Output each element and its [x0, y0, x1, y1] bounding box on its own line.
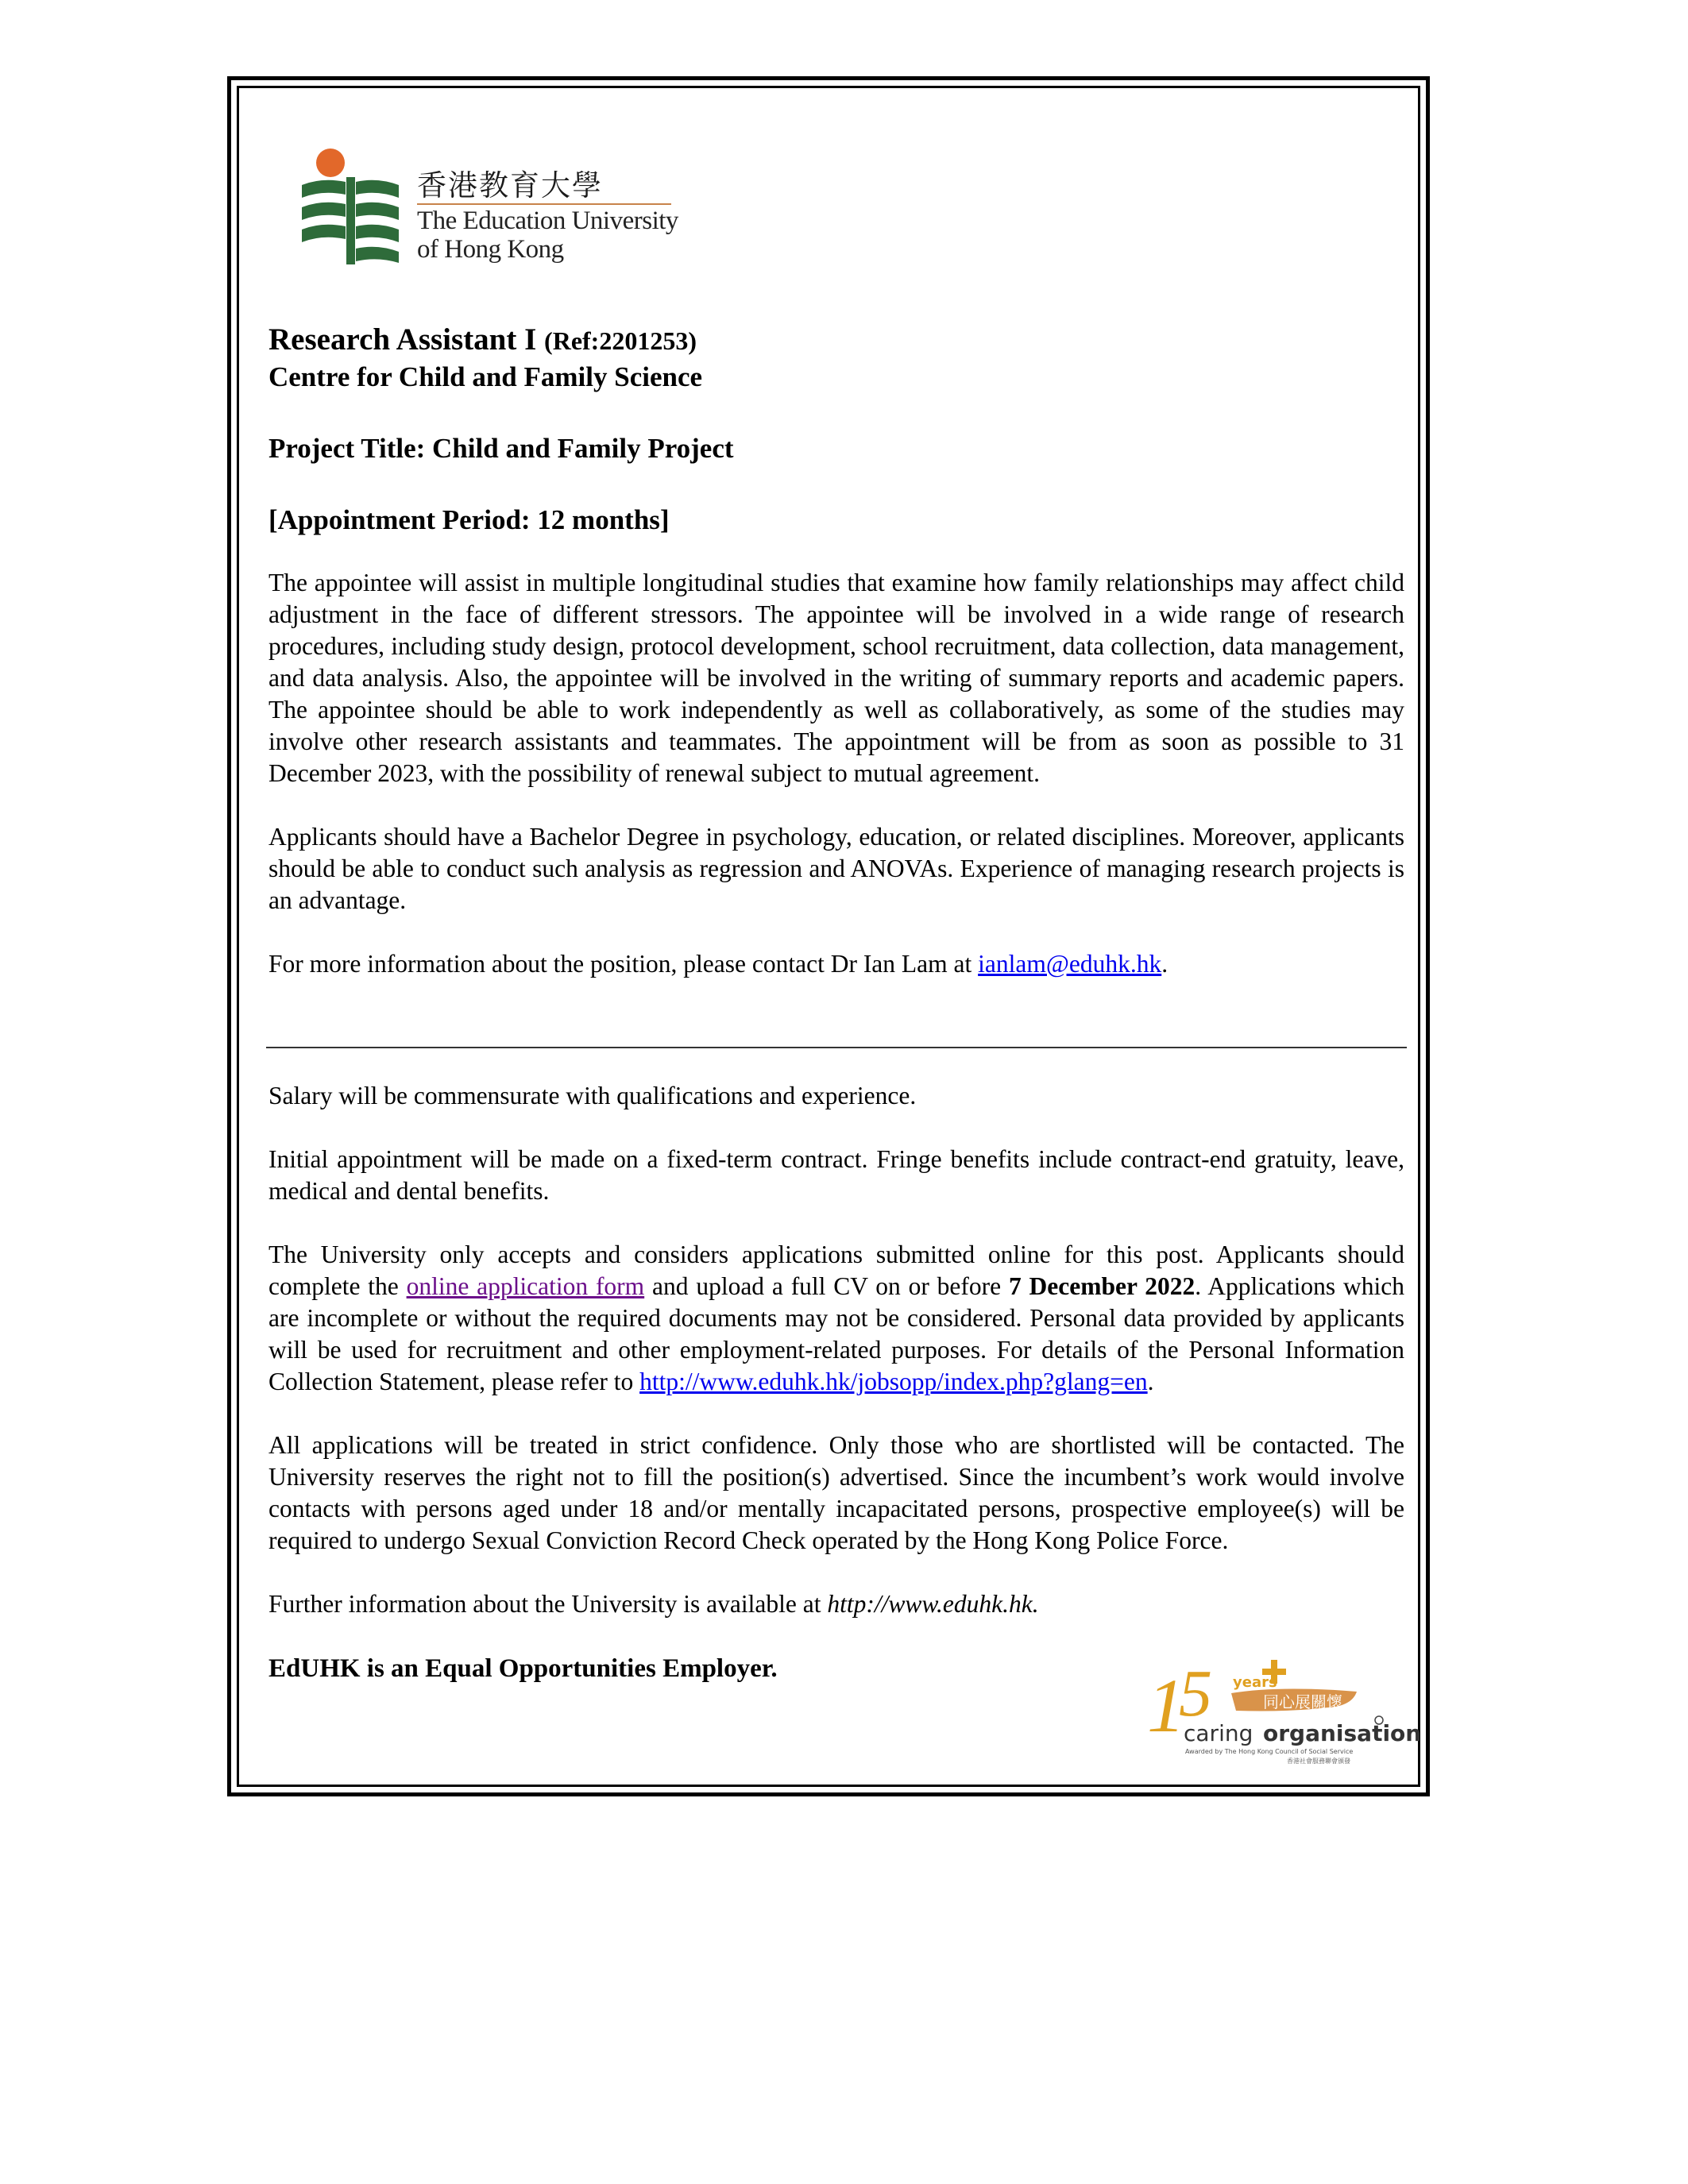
equal-opportunities-statement: EdUHK is an Equal Opportunities Employer.: [268, 1654, 778, 1683]
application-deadline: 7 December 2022: [1008, 1272, 1196, 1300]
caring-organisation-badge: [1144, 1644, 1422, 1771]
contract-paragraph: Initial appointment will be made on a fixed-term contract. Fringe benefits include contract-end gratuity, leave, medical and dental benefits.: [268, 1145, 1404, 1205]
application-text-1: The University only accepts and considers applications submitted online for this post. Applicants should complete the: [268, 1241, 1404, 1300]
logo-chinese-name: 香港教育大學: [417, 168, 603, 203]
section-divider: [266, 1047, 1407, 1048]
online-application-form-link[interactable]: online application form: [406, 1272, 645, 1300]
logo-divider: [417, 203, 671, 205]
confidentiality-paragraph: All applications will be treated in strict confidence. Only those who are shortlisted will be contacted. The University reserves the right not to fill the position(s) advertised. Since the incumbent’s work would involve contacts with persons aged under 18 and/or mentally incapacitated persons, prospective employee(s) will be required to undergo Sexual Conviction Record Check operated by the Hong Kong Police Force.: [268, 1431, 1404, 1554]
position-title: [268, 322, 1404, 359]
application-text-4: .: [1147, 1368, 1154, 1395]
application-text-3: . Applications which are incomplete or without the required documents may not be considered. Personal data provided by applicants will be used for recruitment and other employment-related purposes. For details of the Personal Information Collection Statement, please refer to: [268, 1272, 1404, 1395]
badge-awarded-by-zh: 香港社會服務聯會頒發: [1287, 1758, 1350, 1765]
university-url: http://www.eduhk.hk.: [827, 1590, 1039, 1618]
svg-text:5: 5: [1179, 1657, 1212, 1731]
position-name: Research Assistant I: [268, 322, 537, 357]
job-description: [268, 322, 1404, 980]
application-text-2: and upload a full CV on or before: [644, 1272, 1009, 1300]
requirements-paragraph: Applicants should have a Bachelor Degree in psychology, education, or related disciplines. Moreover, applicants should be able to conduct such analysis as regression and ANOVAs. Experience of managing research projects is an advantage.: [268, 823, 1404, 914]
salary-paragraph: Salary will be commensurate with qualifications and experience.: [268, 1082, 917, 1109]
badge-caring: caring: [1184, 1720, 1253, 1746]
logo-english-line1: The Education University: [417, 206, 678, 235]
caring-organisation-logo-icon: [1144, 1644, 1422, 1771]
centre-name: Centre for Child and Family Science: [268, 361, 703, 392]
pics-link[interactable]: http://www.eduhk.hk/jobsopp/index.php?glang=en: [639, 1368, 1148, 1395]
logo-english-line2: of Hong Kong: [417, 235, 564, 264]
duties-paragraph: The appointee will assist in multiple longitudinal studies that examine how family relationships may affect child adjustment in the face of different stressors. The appointee will be involved in a wide range of research procedures, including study design, protocol development, school recruitment, data collection, data management, and data analysis. Also, the appointee will be involved in the writing of summary reports and academic papers. The appointee should be able to work independently as well as collaboratively, as some of the studies may involve other research assistants and teammates. The appointment will be from as soon as possible to 31 December 2023, with the possibility of renewal subject to mutual agreement.: [268, 569, 1404, 787]
contact-paragraph: [268, 948, 1404, 980]
badge-organisation: organisation: [1263, 1720, 1422, 1746]
application-paragraph: [268, 1239, 1404, 1398]
contact-text: For more information about the position, please contact Dr Ian Lam at: [268, 950, 979, 978]
project-title: Project Title: Child and Family Project: [268, 433, 734, 464]
further-info-paragraph: [268, 1588, 1404, 1620]
position-ref: (Ref:2201253): [544, 326, 697, 355]
appointment-period: [Appointment Period: 12 months]: [268, 504, 670, 535]
badge-years: years: [1233, 1674, 1277, 1691]
badge-awarded-by: Awarded by The Hong Kong Council of Social Service: [1185, 1748, 1354, 1755]
contact-suffix: .: [1161, 950, 1168, 978]
contact-email-link[interactable]: ianlam@eduhk.hk: [978, 950, 1162, 978]
logo-english-name: [417, 206, 678, 264]
svg-text:1: 1: [1147, 1663, 1185, 1748]
further-info-text: Further information about the University is available at: [268, 1590, 828, 1618]
terms-section: [268, 1080, 1404, 1685]
badge-chinese: 同心展關懷: [1263, 1692, 1342, 1711]
